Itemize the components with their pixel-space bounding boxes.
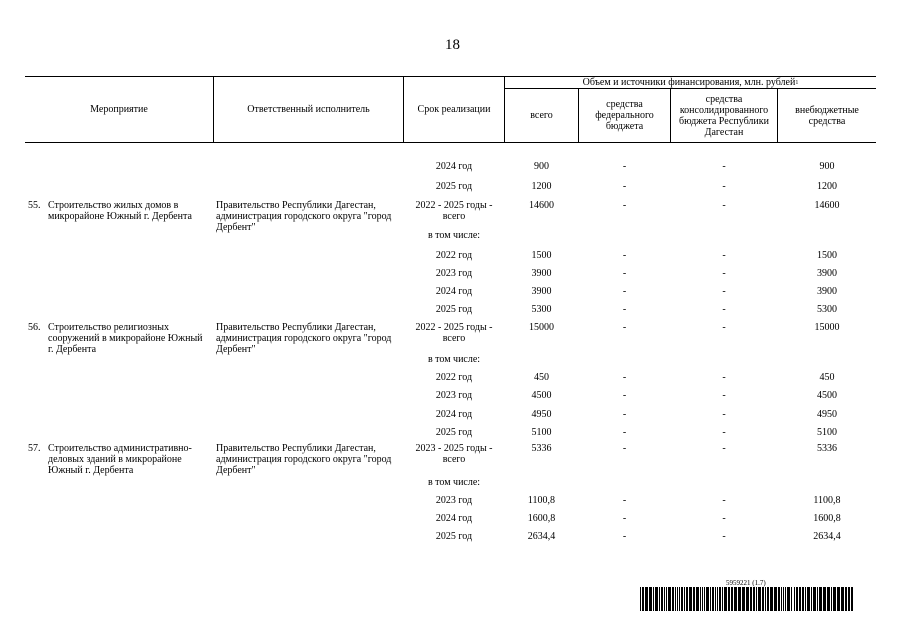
barcode-bar <box>664 587 665 611</box>
extra-cell: 450 <box>819 372 835 383</box>
barcode-bar <box>693 587 695 611</box>
barcode-bar <box>684 587 685 611</box>
barcode-bar <box>802 587 804 611</box>
barcode-bar <box>791 587 792 611</box>
executor-name: Правительство Республики Дагестан, администрация городского округа "город Дербент" <box>216 200 392 233</box>
regional-cell: - <box>722 322 726 333</box>
barcode-bar <box>715 587 716 611</box>
executor-name: Правительство Республики Дагестан, администрация городского округа "город Дербент" <box>216 443 392 476</box>
period-cell: в том числе: <box>427 230 481 241</box>
period-cell: в том числе: <box>427 477 481 488</box>
federal-cell: - <box>622 513 627 524</box>
barcode-bar <box>758 587 761 611</box>
federal-cell: - <box>622 304 627 315</box>
regional-cell: - <box>722 181 726 192</box>
footnote-mark: 1 <box>795 79 799 86</box>
barcode-bar <box>728 587 730 611</box>
period-cell: 2024 год <box>435 409 473 420</box>
regional-cell: - <box>722 268 726 279</box>
barcode-bar <box>811 587 812 611</box>
period-cell: 2024 год <box>435 161 473 172</box>
document-code: 5959221 (1.7) <box>726 579 766 587</box>
barcode-bar <box>845 587 847 611</box>
header-funding-group <box>505 77 876 88</box>
barcode-bar <box>841 587 844 611</box>
event-name: Строительство религиозных сооружений в микрорайоне Южный г. Дербента <box>48 322 203 355</box>
barcode-bar <box>833 587 836 611</box>
total-cell: 1500 <box>531 250 552 261</box>
header-federal: средства федерального бюджета <box>595 99 654 132</box>
barcode-bar <box>649 587 652 611</box>
barcode-bar <box>823 587 826 611</box>
page-number: 18 <box>445 37 460 53</box>
barcode-bar <box>750 587 752 611</box>
period-cell: 2024 год <box>435 513 473 524</box>
barcode-bar <box>686 587 688 611</box>
barcode-bar <box>655 587 658 611</box>
barcode-bar <box>807 587 810 611</box>
barcode-bar <box>819 587 822 611</box>
header-total: всего <box>530 110 553 121</box>
barcode-bar <box>719 587 721 611</box>
total-cell: 5100 <box>531 427 552 438</box>
barcode-bar <box>668 587 671 611</box>
barcode-bar <box>722 587 723 611</box>
extra-cell: 1500 <box>817 250 837 261</box>
barcode-bar <box>710 587 711 611</box>
barcode-bar <box>837 587 840 611</box>
row-number: 56. <box>28 322 41 333</box>
barcode-bar <box>712 587 714 611</box>
total-cell: 3900 <box>531 268 552 279</box>
period-cell: 2022 - 2025 годы - всего <box>415 200 493 222</box>
period-cell: 2022 год <box>435 372 473 383</box>
federal-cell: - <box>622 427 627 438</box>
event-name: Строительство административно-деловых зданий в микрорайоне Южный г. Дербента <box>48 443 192 476</box>
barcode-bar <box>672 587 674 611</box>
extra-cell: 1200 <box>817 181 837 192</box>
period-cell: 2025 год <box>435 531 473 542</box>
barcode-bar <box>679 587 680 611</box>
header-period: Срок реализации <box>417 104 491 115</box>
event-name: Строительство жилых домов в микрорайоне Южный г. Дербента <box>48 200 192 222</box>
extra-cell: 3900 <box>817 268 837 279</box>
extra-cell: 5300 <box>817 304 837 315</box>
federal-cell: - <box>622 181 627 192</box>
extra-cell: 5100 <box>817 427 837 438</box>
regional-cell: - <box>722 531 726 542</box>
total-cell: 2634,4 <box>527 531 556 542</box>
federal-cell: - <box>622 390 627 401</box>
period-cell: 2023 год <box>435 268 473 279</box>
extra-cell: 3900 <box>817 286 837 297</box>
barcode-bar <box>799 587 801 611</box>
total-cell: 15000 <box>529 322 554 333</box>
period-cell: 2025 год <box>435 181 473 192</box>
barcode-bar <box>787 587 790 611</box>
federal-cell: - <box>622 322 627 333</box>
regional-cell: - <box>722 409 726 420</box>
federal-cell: - <box>622 531 627 542</box>
barcode-bar <box>681 587 683 611</box>
barcode-bar <box>700 587 701 611</box>
period-cell: 2022 - 2025 годы - всего <box>415 322 493 344</box>
period-cell: 2023 год <box>435 495 473 506</box>
extra-cell: 14600 <box>814 200 840 211</box>
barcode-bar <box>767 587 769 611</box>
barcode-bar <box>778 587 780 611</box>
regional-cell: - <box>722 513 726 524</box>
period-cell: 2024 год <box>435 286 473 297</box>
barcode-bar <box>753 587 755 611</box>
barcode-bar <box>717 587 718 611</box>
header-bottom-rule <box>25 142 876 143</box>
barcode-bar <box>813 587 816 611</box>
extra-cell: 1100,8 <box>813 495 841 506</box>
extra-cell: 900 <box>819 161 835 172</box>
barcode-bar <box>770 587 773 611</box>
barcode-bar <box>765 587 766 611</box>
regional-cell: - <box>722 372 726 383</box>
total-cell: 900 <box>534 161 549 172</box>
federal-cell: - <box>622 200 627 211</box>
barcode-bar <box>783 587 784 611</box>
header-regional: средства консолидированного бюджета Республики Дагестан <box>679 93 769 138</box>
federal-cell: - <box>622 372 627 383</box>
header-event: Мероприятие <box>90 104 148 115</box>
period-cell: 2023 год <box>435 390 473 401</box>
barcode-bar <box>742 587 745 611</box>
regional-cell: - <box>722 161 726 172</box>
funding-group-label: Объем и источники финансирования, млн. рублей <box>582 77 796 88</box>
barcode-bar <box>781 587 782 611</box>
barcode-bar <box>731 587 733 611</box>
federal-cell: - <box>622 268 627 279</box>
period-cell: 2023 - 2025 годы - всего <box>415 443 493 465</box>
total-cell: 4500 <box>531 390 552 401</box>
barcode-image <box>640 587 855 611</box>
barcode-bar <box>704 587 705 611</box>
regional-cell: - <box>722 250 726 261</box>
regional-cell: - <box>722 443 726 454</box>
total-cell: 5300 <box>531 304 552 315</box>
extra-cell: 5336 <box>817 443 837 454</box>
total-cell: 3900 <box>531 286 552 297</box>
total-cell: 4950 <box>531 409 552 420</box>
barcode-bar <box>762 587 764 611</box>
barcode-bar <box>774 587 777 611</box>
barcode-bar <box>653 587 654 611</box>
barcode-bar <box>666 587 667 611</box>
total-cell: 450 <box>534 372 549 383</box>
period-cell: 2025 год <box>435 304 473 315</box>
total-cell: 1200 <box>531 181 552 192</box>
barcode-bar <box>702 587 703 611</box>
barcode-bar <box>756 587 757 611</box>
barcode-bar <box>645 587 648 611</box>
total-cell: 1600,8 <box>527 513 556 524</box>
period-cell: в том числе: <box>427 354 481 365</box>
barcode-bar <box>738 587 741 611</box>
regional-cell: - <box>722 427 726 438</box>
federal-cell: - <box>622 161 627 172</box>
extra-cell: 2634,4 <box>813 531 841 542</box>
extra-cell: 4950 <box>817 409 837 420</box>
barcode-bar <box>734 587 737 611</box>
regional-cell: - <box>722 304 726 315</box>
barcode-bar <box>677 587 678 611</box>
federal-cell: - <box>622 443 627 454</box>
row-number: 57. <box>28 443 41 454</box>
total-cell: 1100,8 <box>527 495 556 506</box>
barcode-bar <box>706 587 709 611</box>
barcode-bar <box>817 587 818 611</box>
barcode-bar <box>642 587 644 611</box>
barcode-bar <box>796 587 798 611</box>
regional-cell: - <box>722 200 726 211</box>
barcode-bar <box>640 587 641 611</box>
period-cell: 2025 год <box>435 427 473 438</box>
barcode-bar <box>794 587 795 611</box>
executor-name: Правительство Республики Дагестан, администрация городского округа "город Дербент" <box>216 322 392 355</box>
total-cell: 5336 <box>531 443 552 454</box>
total-cell: 14600 <box>529 200 554 211</box>
extra-cell: 4500 <box>817 390 837 401</box>
barcode-bar <box>689 587 692 611</box>
barcode-bar <box>827 587 830 611</box>
barcode-bar <box>831 587 832 611</box>
barcode-bar <box>785 587 786 611</box>
barcode-bar <box>746 587 749 611</box>
federal-cell: - <box>622 286 627 297</box>
barcode-bar <box>805 587 806 611</box>
extra-cell: 15000 <box>814 322 840 333</box>
barcode-bar <box>848 587 850 611</box>
barcode-bar <box>851 587 853 611</box>
header-executor: Ответственный исполнитель <box>247 104 370 115</box>
regional-cell: - <box>722 286 726 297</box>
header-extra: внебюджетные средства <box>795 104 859 127</box>
barcode-bar <box>696 587 699 611</box>
federal-cell: - <box>622 495 627 506</box>
barcode-bar <box>659 587 660 611</box>
barcode-bar <box>661 587 663 611</box>
row-number: 55. <box>28 200 41 211</box>
federal-cell: - <box>622 250 627 261</box>
barcode-bar <box>675 587 676 611</box>
regional-cell: - <box>722 495 726 506</box>
period-cell: 2022 год <box>435 250 473 261</box>
extra-cell: 1600,8 <box>813 513 841 524</box>
barcode-bar <box>724 587 727 611</box>
federal-cell: - <box>622 409 627 420</box>
regional-cell: - <box>722 390 726 401</box>
